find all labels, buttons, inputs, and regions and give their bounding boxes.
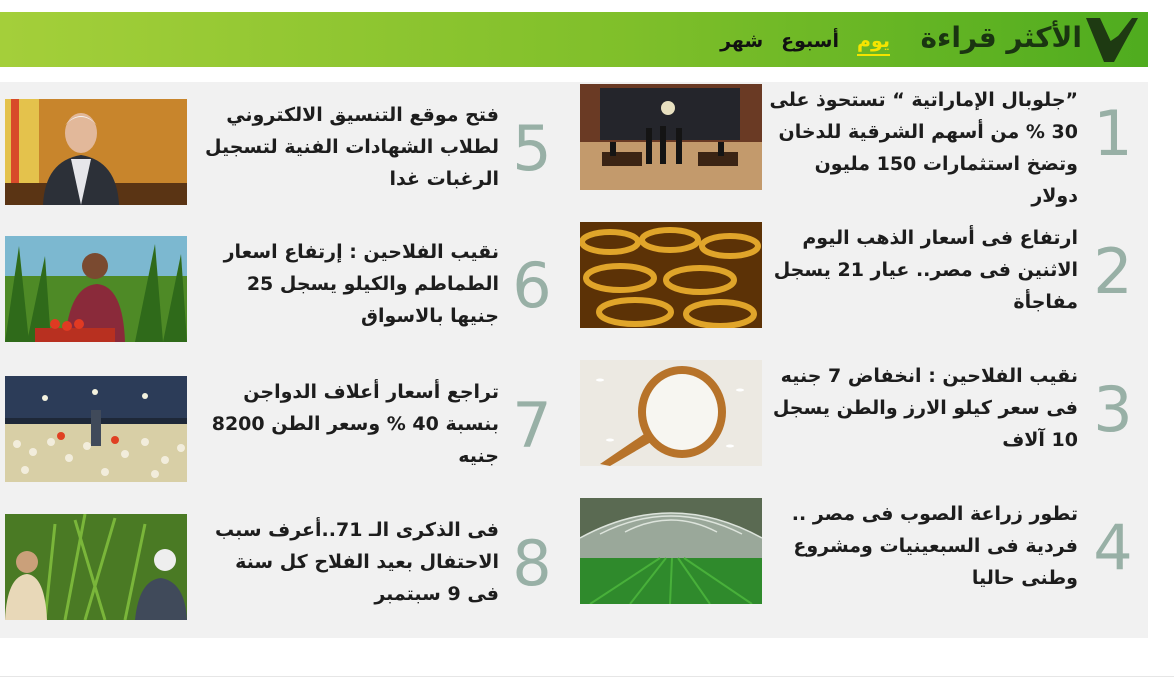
- poultry-farm-image[interactable]: [5, 376, 187, 482]
- most-read-widget: [0, 12, 1148, 638]
- item-headline[interactable]: ”جلوبال الإماراتية “ تستحوذ على 30 % من أسهم الشرقية للدخان وتضخ استثمارات 150 مليون دولار: [769, 89, 1078, 207]
- greenhouse-image[interactable]: [580, 498, 762, 604]
- list-item[interactable]: [580, 360, 1135, 470]
- tab-month[interactable]: شهر: [720, 30, 764, 52]
- item-rank: 4: [1093, 511, 1133, 584]
- item-rank: 7: [512, 389, 552, 462]
- widget-header: [0, 12, 1148, 67]
- tomato-harvest-image[interactable]: [5, 236, 187, 342]
- period-tabs: [720, 28, 890, 56]
- rice-spoon-image[interactable]: [580, 360, 762, 466]
- item-headline[interactable]: نقيب الفلاحين : انخفاض 7 جنيه فى سعر كيلو الارز والطن يسجل 10 آلاف: [772, 365, 1078, 451]
- item-headline[interactable]: فى الذكرى الـ 71..أعرف سبب الاحتفال بعيد الفلاح كل سنة فى 9 سبتمبر: [214, 519, 499, 605]
- item-headline[interactable]: ارتفاع فى أسعار الذهب اليوم الاثنين فى مصر.. عيار 21 يسجل مفاجأة: [773, 227, 1078, 313]
- list-item[interactable]: [5, 99, 565, 209]
- list-item[interactable]: [580, 498, 1135, 608]
- item-rank: 2: [1093, 235, 1133, 308]
- item-headline[interactable]: فتح موقع التنسيق الالكتروني لطلاب الشهادات الفنية لتسجيل الرغبات غدا: [204, 104, 499, 190]
- most-read-list: [0, 82, 1148, 638]
- list-item[interactable]: [580, 84, 1135, 207]
- item-rank: 8: [512, 527, 552, 600]
- item-headline[interactable]: نقيب الفلاحين : إرتفاع اسعار الطماطم والكيلو يسجل 25 جنيها بالاسواق: [223, 241, 499, 327]
- list-item[interactable]: [5, 376, 565, 486]
- item-headline[interactable]: تطور زراعة الصوب فى مصر .. فردية فى السبعينيات ومشروع وطنى حاليا: [791, 503, 1078, 589]
- list-item[interactable]: [5, 514, 565, 624]
- farmers-field-image[interactable]: [5, 514, 187, 620]
- item-headline[interactable]: تراجع أسعار أعلاف الدواجن بنسبة 40 % وسعر الطن 8200 جنيه: [211, 381, 499, 467]
- tab-week[interactable]: أسبوع: [781, 30, 840, 52]
- tab-day[interactable]: يوم: [857, 28, 890, 56]
- signing-ceremony-image[interactable]: [580, 84, 762, 190]
- bottom-divider: [0, 676, 1174, 677]
- item-rank: 1: [1093, 97, 1133, 170]
- item-rank: 3: [1093, 373, 1133, 446]
- item-rank: 5: [512, 112, 552, 185]
- item-rank: 6: [512, 249, 552, 322]
- section-title: الأكثر قراءة: [920, 21, 1082, 54]
- official-portrait-image[interactable]: [5, 99, 187, 205]
- gold-bracelets-image[interactable]: [580, 222, 762, 328]
- logo-icon: [1082, 14, 1140, 66]
- list-item[interactable]: [580, 222, 1135, 332]
- list-item[interactable]: [5, 236, 565, 346]
